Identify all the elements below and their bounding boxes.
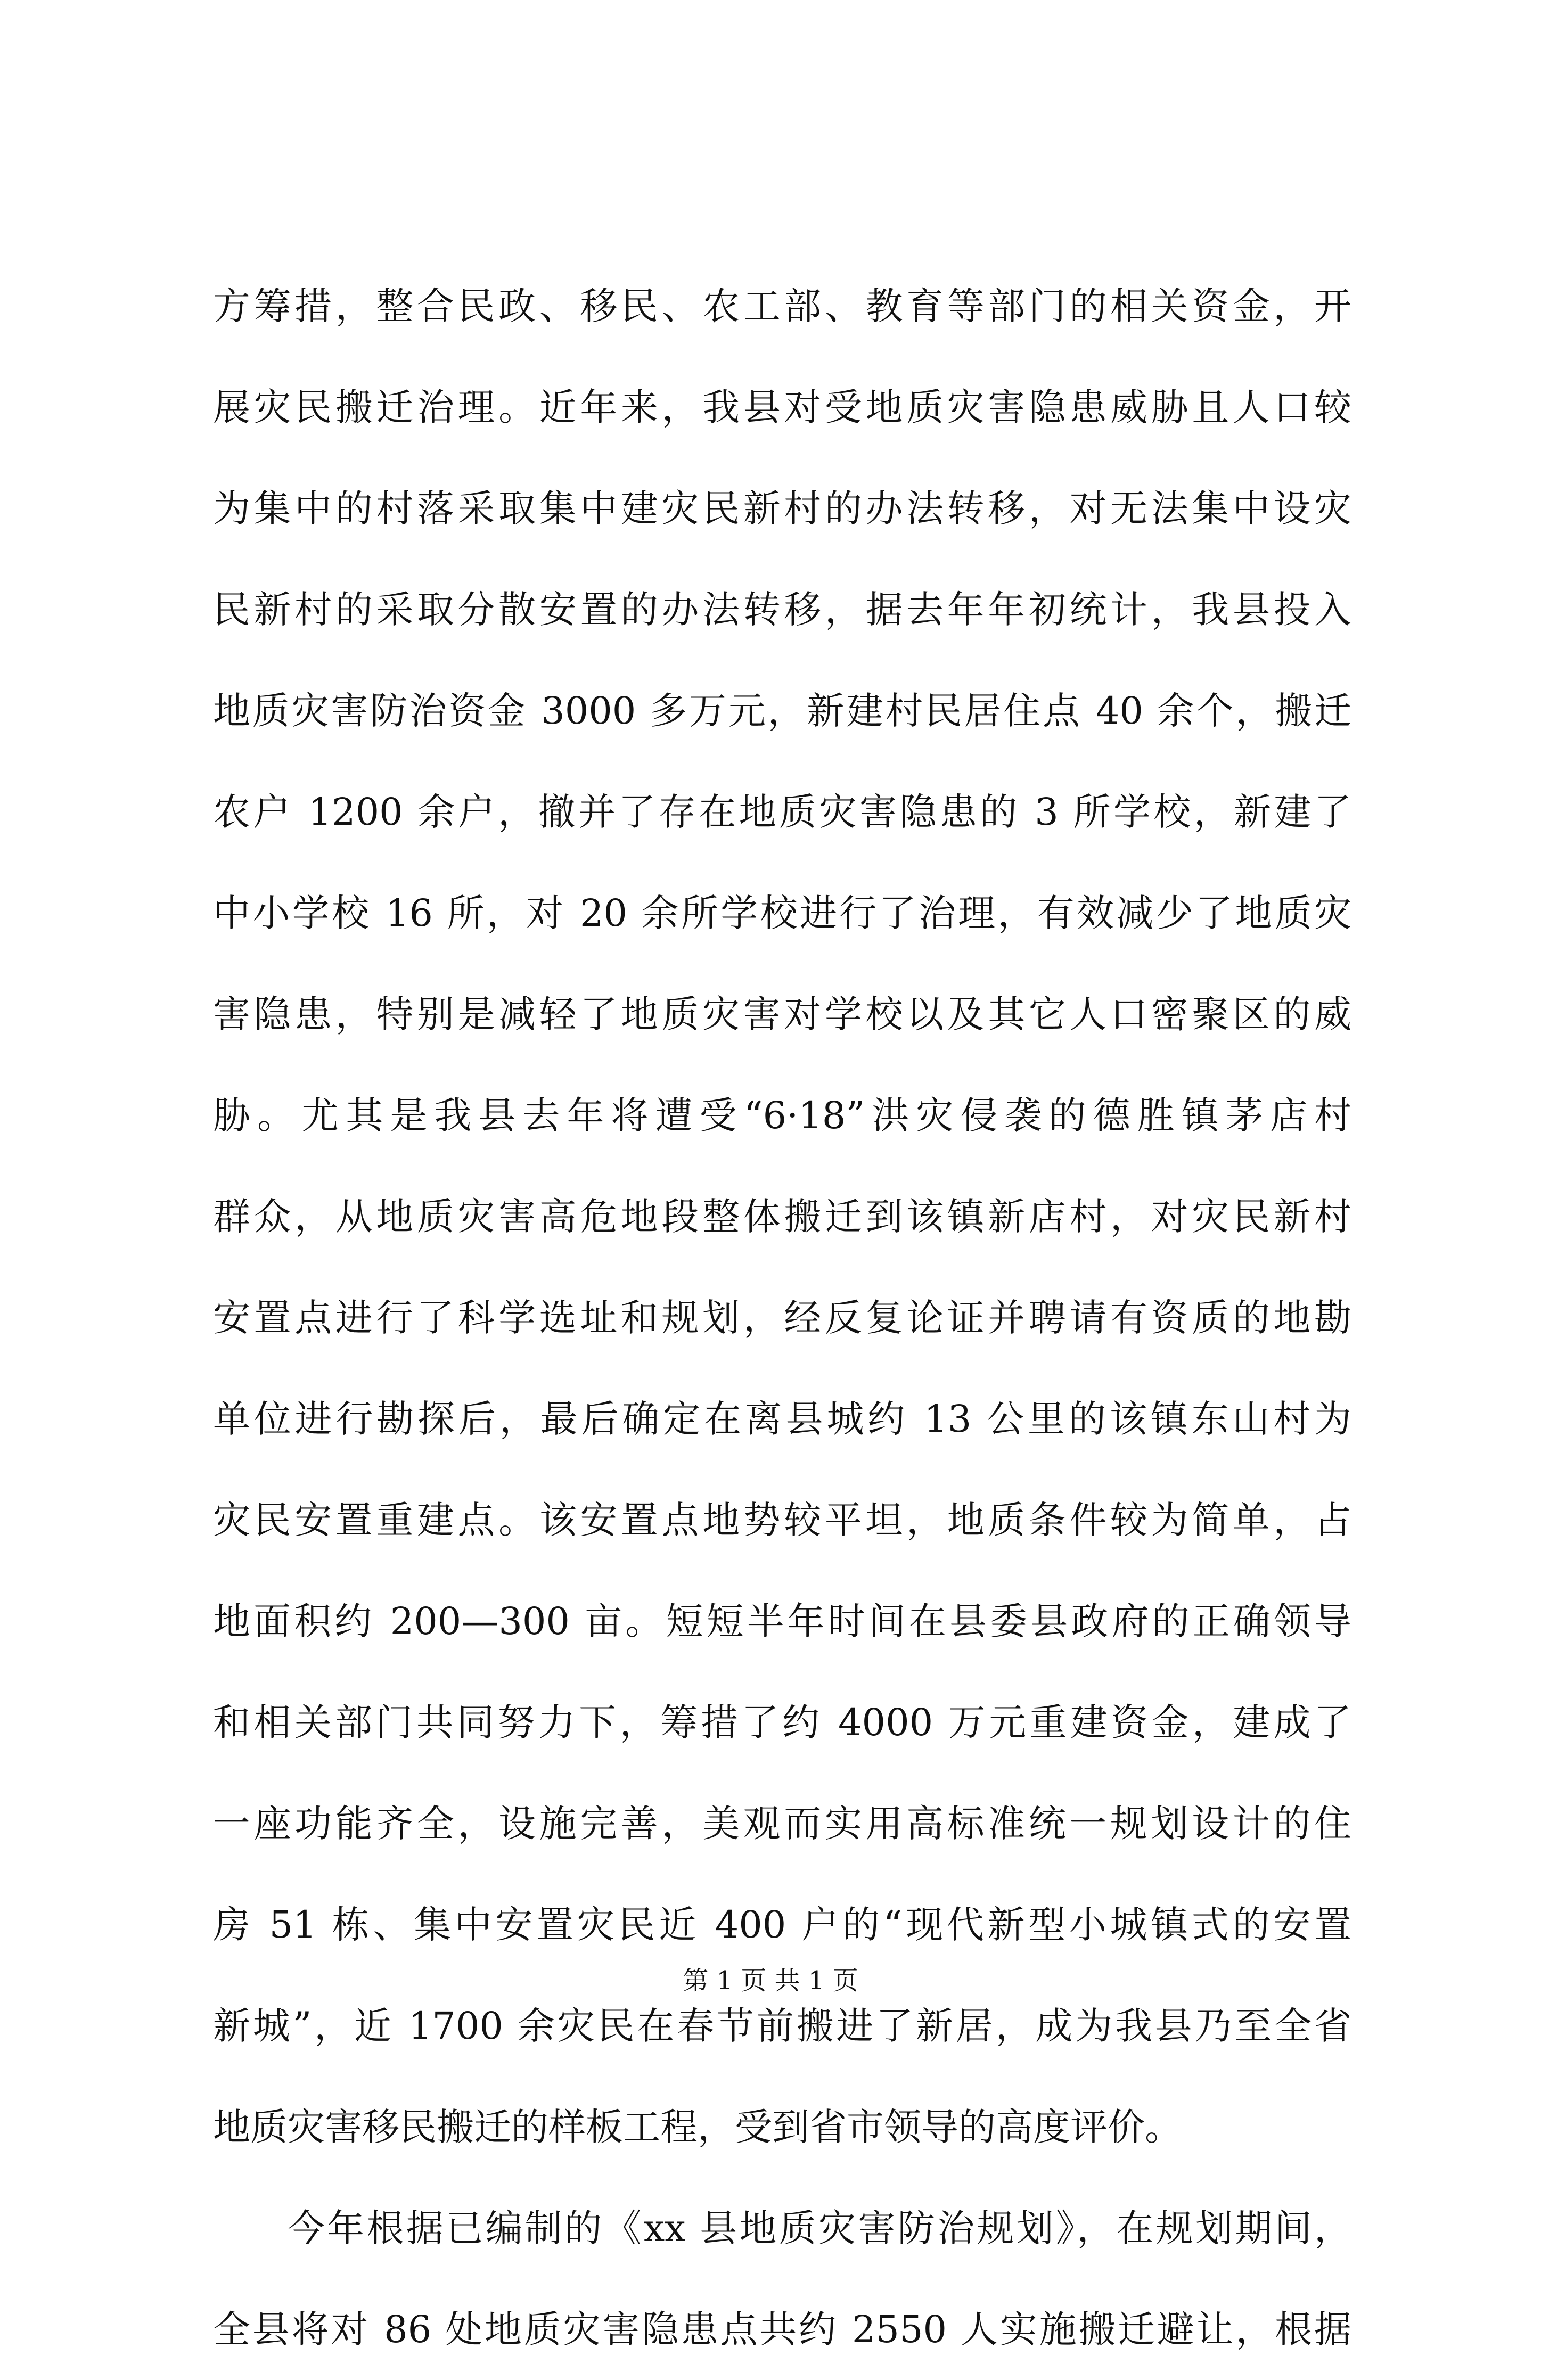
text-line: 展灾民搬迁治理。近年来，我县对受地质灾害隐患威胁且人口较: [213, 385, 1351, 429]
text-line: 单位进行勘探后，最后确定在离县城约 13 公里的该镇东山村为: [213, 1397, 1351, 1441]
text-line: 群众，从地质灾害高危地段整体搬迁到该镇新店村，对灾民新村: [213, 1195, 1351, 1238]
text-line: 灾民安置重建点。该安置点地势较平坦，地质条件较为简单，占: [213, 1498, 1351, 1542]
text-line: 全县将对 86 处地质灾害隐患点共约 2550 人实施搬迁避让，根据: [213, 2308, 1351, 2351]
text-line: 方筹措，整合民政、移民、农工部、教育等部门的相关资金，开: [213, 284, 1351, 328]
text-line: 胁。尤其是我县去年将遭受“6·18”洪灾侵袭的德胜镇茅店村: [213, 1094, 1351, 1137]
body-text: [213, 256, 1351, 2380]
text-line: 一座功能齐全，设施完善，美观而实用高标准统一规划设计的住: [213, 1802, 1351, 1845]
text-line: 地质灾害防治资金 3000 多万元，新建村民居住点 40 余个，搬迁: [213, 689, 1351, 733]
text-line: 新城”，近 1700 余灾民在春节前搬进了新居，成为我县乃至全省: [213, 2004, 1351, 2048]
text-line: 安置点进行了科学选址和规划，经反复论证并聘请有资质的地勘: [213, 1296, 1351, 1340]
text-line: 害隐患，特别是减轻了地质灾害对学校以及其它人口密聚区的威: [213, 992, 1351, 1036]
text-line: 中小学校 16 所，对 20 余所学校进行了治理，有效减少了地质灾: [213, 891, 1351, 935]
paragraph-first-line: 今年根据已编制的《xx 县地质灾害防治规划》，在规划期间，: [288, 2206, 1351, 2250]
text-line: 地面积约 200—300 亩。短短半年时间在县委县政府的正确领导: [213, 1599, 1351, 1643]
text-line: 民新村的采取分散安置的办法转移，据去年年初统计，我县投入: [213, 588, 1351, 631]
text-line: 和相关部门共同努力下，筹措了约 4000 万元重建资金，建成了: [213, 1701, 1351, 1744]
page-footer: 第 1 页 共 1 页: [683, 1966, 858, 1996]
text-line: 房 51 栋、集中安置灾民近 400 户的“现代新型小城镇式的安置: [213, 1903, 1351, 1947]
text-line: 农户 1200 余户，撤并了存在地质灾害隐患的 3 所学校，新建了: [213, 790, 1351, 834]
paragraph-end-line: 地质灾害移民搬迁的样板工程，受到省市领导的高度评价。: [213, 2105, 1182, 2149]
text-line: 为集中的村落采取集中建灾民新村的办法转移，对无法集中设灾: [213, 487, 1351, 530]
